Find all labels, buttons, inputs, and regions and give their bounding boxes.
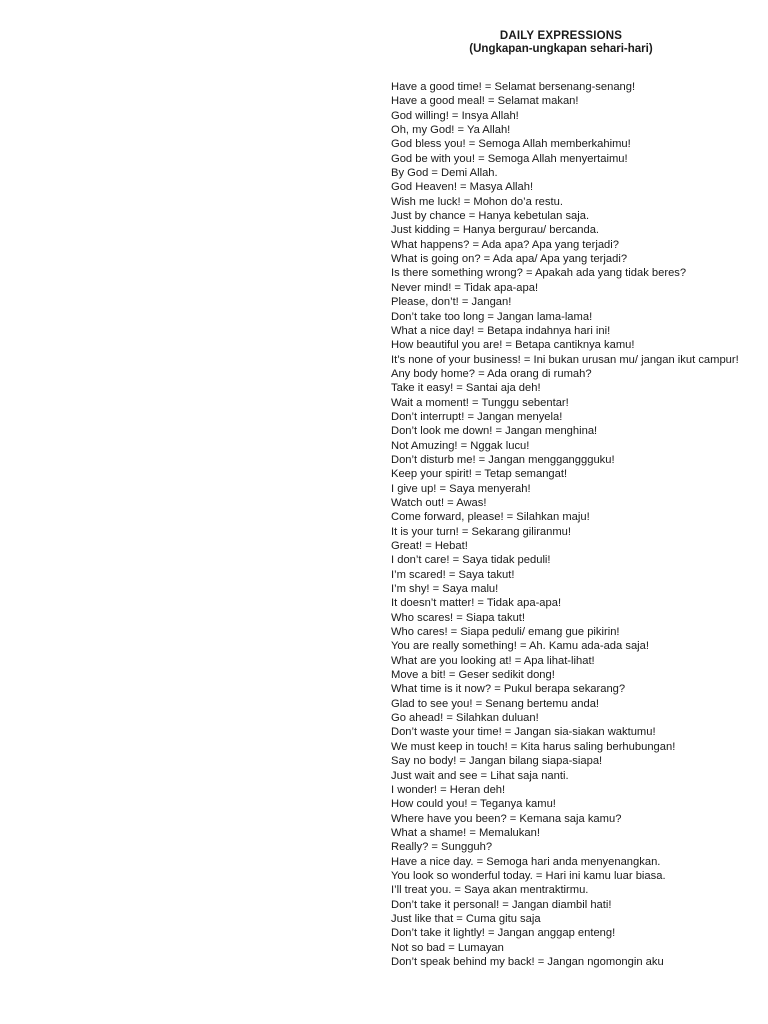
expression-line: Not Amuzing! = Nggak lucu! bbox=[391, 439, 530, 452]
expression-line: Take it easy! = Santai aja deh! bbox=[391, 382, 541, 395]
expression-list bbox=[391, 80, 741, 969]
expression-line: What a nice day! = Betapa indahnya hari ini! bbox=[391, 324, 611, 337]
expression-line: Oh, my God! = Ya Allah! bbox=[391, 124, 511, 137]
expression-line: Not so bad = Lumayan bbox=[391, 941, 504, 954]
expression-line: How beautiful you are! = Betapa cantiknya kamu! bbox=[391, 339, 635, 352]
expression-line: Great! = Hebat! bbox=[391, 540, 468, 552]
expression-line: Don’t disturb me! = Jangan mengganggguku! bbox=[391, 453, 615, 466]
expression-line: Never mind! = Tidak apa-apa! bbox=[391, 281, 539, 294]
expression-line: Just kidding = Hanya bergurau/ bercanda. bbox=[391, 224, 600, 237]
expression-line: Don’t waste your time! = Jangan sia-siakan waktumu! bbox=[391, 726, 656, 739]
expression-line: What happens? = Ada apa? Apa yang terjadi? bbox=[391, 238, 619, 251]
expression-line: Have a good time! = Selamat bersenang-senang! bbox=[391, 81, 636, 93]
expression-line: It’s none of your business! = Ini bukan urusan mu/ jangan ikut campur! bbox=[391, 353, 739, 366]
expression-line: Don’t interrupt! = Jangan menyela! bbox=[391, 410, 563, 423]
document-header bbox=[391, 30, 731, 56]
expression-line: I give up! = Saya menyerah! bbox=[391, 482, 531, 495]
expression-line: You are really something! = Ah. Kamu ada-ada saja! bbox=[391, 640, 649, 653]
expression-line: I’m scared! = Saya takut! bbox=[391, 568, 515, 581]
expression-line: Don’t look me down! = Jangan menghina! bbox=[391, 425, 598, 438]
expression-line: Who scares! = Siapa takut! bbox=[391, 611, 526, 624]
expression-line: Move a bit! = Geser sedikit dong! bbox=[391, 669, 555, 682]
expression-line: What time is it now? = Pukul berapa sekarang? bbox=[391, 683, 626, 696]
expression-line: God Heaven! = Masya Allah! bbox=[391, 181, 534, 194]
expression-line: Where have you been? = Kemana saja kamu? bbox=[391, 812, 622, 825]
expression-line: Don’t take too long = Jangan lama-lama! bbox=[391, 310, 593, 323]
expression-line: It doesn’t matter! = Tidak apa-apa! bbox=[391, 597, 562, 610]
document-title: DAILY EXPRESSIONS bbox=[499, 30, 623, 42]
expression-line: How could you! = Teganya kamu! bbox=[391, 798, 556, 811]
expression-line: Really? = Sungguh? bbox=[391, 841, 493, 854]
expression-line: I’ll treat you. = Saya akan mentraktirmu. bbox=[391, 884, 589, 897]
expression-line: Come forward, please! = Silahkan maju! bbox=[391, 511, 590, 524]
expression-line: Don’t take it lightly! = Jangan anggap enteng! bbox=[391, 927, 616, 940]
expression-line: Please, don’t! = Jangan! bbox=[391, 296, 512, 309]
expression-line: We must keep in touch! = Kita harus saling berhubungan! bbox=[391, 740, 676, 753]
expression-line: I’m shy! = Saya malu! bbox=[391, 583, 499, 596]
expression-line: Go ahead! = Silahkan duluan! bbox=[391, 712, 539, 725]
expression-line: Just like that = Cuma gitu saja bbox=[391, 912, 541, 925]
expression-line: Watch out! = Awas! bbox=[391, 496, 487, 509]
expression-line: Don’t speak behind my back! = Jangan ngomongin aku bbox=[391, 955, 664, 968]
expression-line: What is going on? = Ada apa/ Apa yang terjadi? bbox=[391, 253, 628, 266]
expression-line: I don’t care! = Saya tidak peduli! bbox=[391, 554, 551, 567]
expression-line: Just by chance = Hanya kebetulan saja. bbox=[391, 210, 590, 223]
expression-line: Just wait and see = Lihat saja nanti. bbox=[391, 769, 569, 782]
expression-line: Say no body! = Jangan bilang siapa-siapa! bbox=[391, 755, 603, 768]
expression-line: You look so wonderful today. = Hari ini kamu luar biasa. bbox=[391, 869, 666, 882]
expression-line: Is there something wrong? = Apakah ada yang tidak beres? bbox=[391, 267, 687, 280]
document-subtitle: (Ungkapan-ungkapan sehari-hari) bbox=[469, 43, 653, 55]
expression-line: Have a nice day. = Semoga hari anda menyenangkan. bbox=[391, 855, 661, 868]
expression-line: God bless you! = Semoga Allah memberkahimu! bbox=[391, 138, 631, 151]
expression-line: Who cares! = Siapa peduli/ emang gue pikirin! bbox=[391, 626, 620, 639]
expression-line: Have a good meal! = Selamat makan! bbox=[391, 95, 579, 108]
expression-line: What are you looking at! = Apa lihat-lihat! bbox=[391, 654, 595, 667]
expression-line: Wish me luck! = Mohon do’a restu. bbox=[391, 195, 563, 208]
expression-line: Glad to see you! = Senang bertemu anda! bbox=[391, 697, 600, 710]
expression-line: Wait a moment! = Tunggu sebentar! bbox=[391, 396, 569, 409]
expression-line: What a shame! = Memalukan! bbox=[391, 826, 540, 839]
expression-line: God be with you! = Semoga Allah menyertaimu! bbox=[391, 152, 628, 165]
expression-line: Any body home? = Ada orang di rumah? bbox=[391, 367, 592, 380]
expression-line: It is your turn! = Sekarang giliranmu! bbox=[391, 525, 572, 538]
expression-line: God willing! = Insya Allah! bbox=[391, 109, 519, 122]
expression-line: I wonder! = Heran deh! bbox=[391, 783, 506, 796]
expression-line: Keep your spirit! = Tetap semangat! bbox=[391, 468, 568, 481]
expression-line: By God = Demi Allah. bbox=[391, 167, 498, 180]
expression-line: Don’t take it personal! = Jangan diambil hati! bbox=[391, 898, 612, 911]
